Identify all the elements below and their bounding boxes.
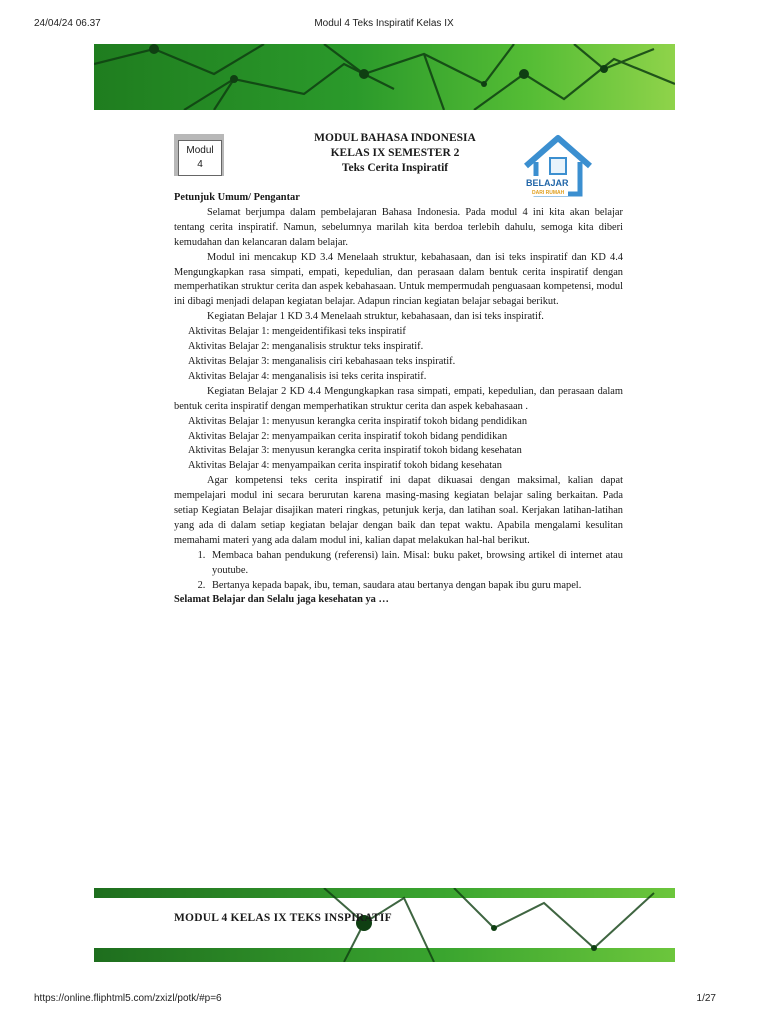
print-datetime: 24/04/24 06.37 (34, 18, 101, 29)
logo-text-1: BELAJAR (526, 178, 569, 188)
closing-text: Selamat Belajar dan Selalu jaga kesehatan ya … (174, 594, 389, 606)
modul-number: 4 (197, 159, 203, 170)
modul-number-box (174, 134, 224, 176)
heading-line-2: KELAS IX SEMESTER 2 (330, 147, 460, 159)
module-body (174, 191, 623, 608)
heading-line-3: Teks Cerita Inspiratif (341, 162, 449, 174)
modul-label: Modul (186, 145, 214, 156)
kb1-activity-1: Aktivitas Belajar 1: mengeidentifikasi teks inspiratif (188, 326, 406, 338)
kb2-activity-4: Aktivitas Belajar 4: menyampaikan cerita inspiratif tokoh bidang kesehatan (188, 460, 502, 472)
intro-paragraph: Selamat berjumpa dalam pembelajaran Bahasa Indonesia. Pada modul 4 ini kita akan belajar tentang cerita inspiratif. Namun, sebelumnya marilah kita berdoa terlebih dahulu, semoga kita diberi kemudahan dan kelancaran dalam belajar. (174, 206, 623, 248)
kb2-activity-3: Aktivitas Belajar 3: menyusun kerangka cerita inspiratif tokoh bidang kesehatan (188, 445, 522, 457)
header-banner (94, 44, 675, 110)
print-title: Modul 4 Teks Inspiratif Kelas IX (314, 18, 454, 29)
help-list (174, 549, 623, 594)
kegiatan-belajar-1: Kegiatan Belajar 1 KD 3.4 Menelaah struktur, kebahasaan, dan isi teks inspiratif. (207, 311, 544, 323)
kd-paragraph: Modul ini mencakup KD 3.4 Menelaah struktur, kebahasaan, dan isi teks inspiratif dan KD 4.4 Mengungkapkan rasa simpati, empati, kepedulian, dan perasaan dalam bentuk cerita inspiratif dengan memperhatikan struktur cerita dan aspek kebahasaan. Untuk mempermudah penguasaan kompetensi, modul ini dibagi menjadi delapan kegiatan belajar. Adapun rincian kegiatan belajar sebagai berikut. (174, 251, 623, 308)
footer-banner (94, 888, 675, 962)
logo-text-2: DARI RUMAH (532, 190, 565, 196)
kb1-activity-4: Aktivitas Belajar 4: menganalisis isi teks cerita inspiratif. (188, 370, 427, 382)
heading-line-1: MODUL BAHASA INDONESIA (314, 132, 476, 144)
kb2-activity-2: Aktivitas Belajar 2: menyampaikan cerita inspiratif tokoh bidang pendidikan (188, 430, 508, 442)
kb2-activity-1: Aktivitas Belajar 1: menyusun kerangka cerita inspiratif tokoh bidang pendidikan (188, 415, 528, 427)
module-heading (260, 131, 530, 176)
kb1-activity-3: Aktivitas Belajar 3: menganalisis ciri kebahasaan teks inspiratif. (188, 355, 456, 367)
instructions-paragraph: Agar kompetensi teks cerita inspiratif ini dapat dikuasai dengan maksimal, kalian dapat mempelajari modul ini secara berurutan karena masing-masing kegiatan belajar saling berkaitan. Pada setiap Kegiatan Belajar disajikan materi ringkas, petunjuk kerja, dan latihan soal. Kerjakan latihan-latihan yang ada di dalam setiap kegiatan belajar dengan baik dan tepat waktu. Apabila mengalami kesulitan memahami materi yang ada dalam modul ini, kalian dapat melakukan hal-hal berikut. (174, 475, 623, 546)
help-list-item: 1. Membaca bahan pendukung (referensi) lain. Misal: buku paket, browsing artikel di internet atau youtube. (208, 549, 623, 579)
print-url[interactable]: https://online.fliphtml5.com/zxizl/potk/#p=6 (34, 993, 222, 1004)
kegiatan-belajar-2: Kegiatan Belajar 2 KD 4.4 Mengungkapkan rasa simpati, empati, kepedulian, dan perasaan dalam bentuk cerita inspiratif dengan memperhatikan struktur cerita dan aspek kebahasaan . (174, 385, 623, 412)
kb1-activity-2: Aktivitas Belajar 2: menganalisis struktur teks inspiratif. (188, 341, 424, 353)
footer-title: MODUL 4 KELAS IX TEKS INSPIRATIF (174, 912, 392, 924)
print-page-number: 1/27 (696, 993, 716, 1004)
help-list-item: 2. Bertanya kepada bapak, ibu, teman, saudara atau bertanya dengan bapak ibu guru mapel. (208, 579, 623, 594)
section-title: Petunjuk Umum/ Pengantar (174, 192, 300, 203)
